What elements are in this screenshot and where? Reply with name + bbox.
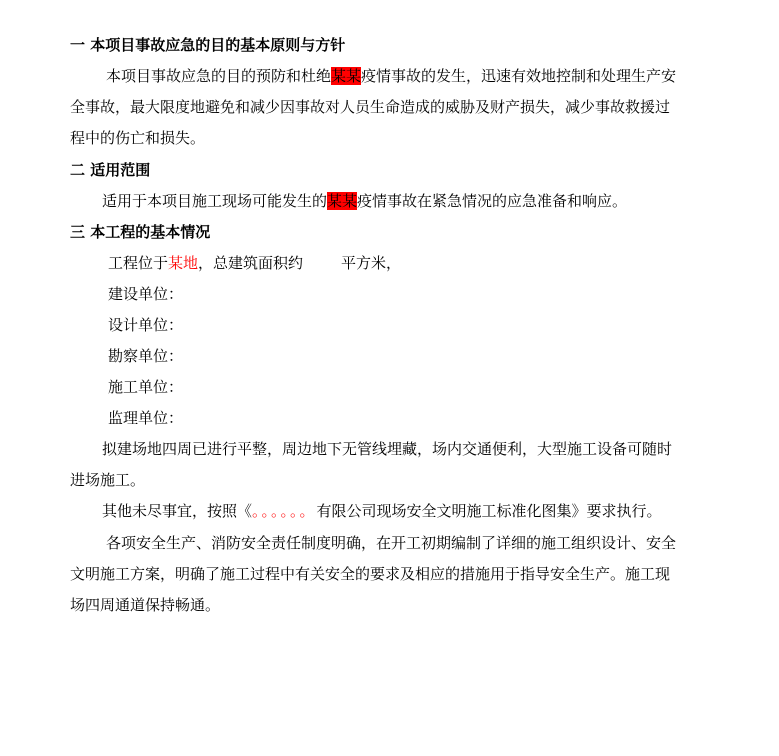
safety-paragraph-line-2: 文明施工方案，明确了施工过程中有关安全的要求及相应的措施用于指导安全生产。施工现 (70, 565, 671, 583)
text-segment: 其他未尽事宜，按照《 (102, 502, 253, 520)
section-2-heading: 二 适用范围 (70, 161, 151, 179)
text-segment: 疫情事故的发生，迅速有效地控制和处理生产安 (361, 67, 677, 85)
section-1-paragraph-line-2: 全事故，最大限度地避免和减少因事故对人员生命造成的威胁及财产损失，减少事故救援过 (70, 98, 671, 116)
text-segment: 有限公司现场安全文明施工标准化图集》要求执行。 (316, 502, 662, 520)
text-segment: 疫情事故在紧急情况的应急准备和响应。 (357, 192, 628, 210)
project-location-line (108, 253, 401, 273)
text-segment: 平方米， (341, 254, 402, 272)
surveyor-field: 勘察单位： (108, 347, 184, 365)
supervisor-field: 监理单位： (108, 409, 184, 427)
safety-paragraph-line-1: 各项安全生产、消防安全责任制度明确，在开工初期编制了详细的施工组织设计、安全 (106, 534, 677, 552)
text-segment: 适用于本项目施工现场可能发生的 (102, 192, 328, 210)
contractor-field: 施工单位： (108, 378, 184, 396)
highlighted-placeholder: 某某 (331, 67, 362, 85)
text-segment: 工程位于 (108, 254, 169, 272)
builder-field: 建设单位： (108, 285, 184, 303)
section-1-paragraph-line-1 (106, 66, 676, 86)
section-1-paragraph-line-3: 程中的伤亡和损失。 (70, 129, 206, 147)
placeholder-location: 某地 (168, 254, 199, 272)
site-paragraph-line-1: 拟建场地四周已进行平整，周边地下无管线埋藏，场内交通便利，大型施工设备可随时 (102, 440, 673, 458)
section-2-paragraph (102, 191, 627, 211)
text-segment: ，总建筑面积约 (198, 254, 304, 272)
section-3-heading: 三 本工程的基本情况 (70, 223, 211, 241)
highlighted-placeholder: 某某 (327, 192, 358, 210)
text-segment: 本项目事故应急的目的预防和杜绝 (106, 67, 332, 85)
placeholder-company-name: 。。。。。。 (252, 502, 317, 520)
safety-paragraph-line-3: 场四周通道保持畅通。 (70, 596, 221, 614)
other-matters-line (102, 501, 662, 521)
section-1-heading: 一 本项目事故应急的目的基本原则与方针 (70, 36, 346, 54)
designer-field: 设计单位： (108, 316, 184, 334)
site-paragraph-line-2: 进场施工。 (70, 471, 146, 489)
